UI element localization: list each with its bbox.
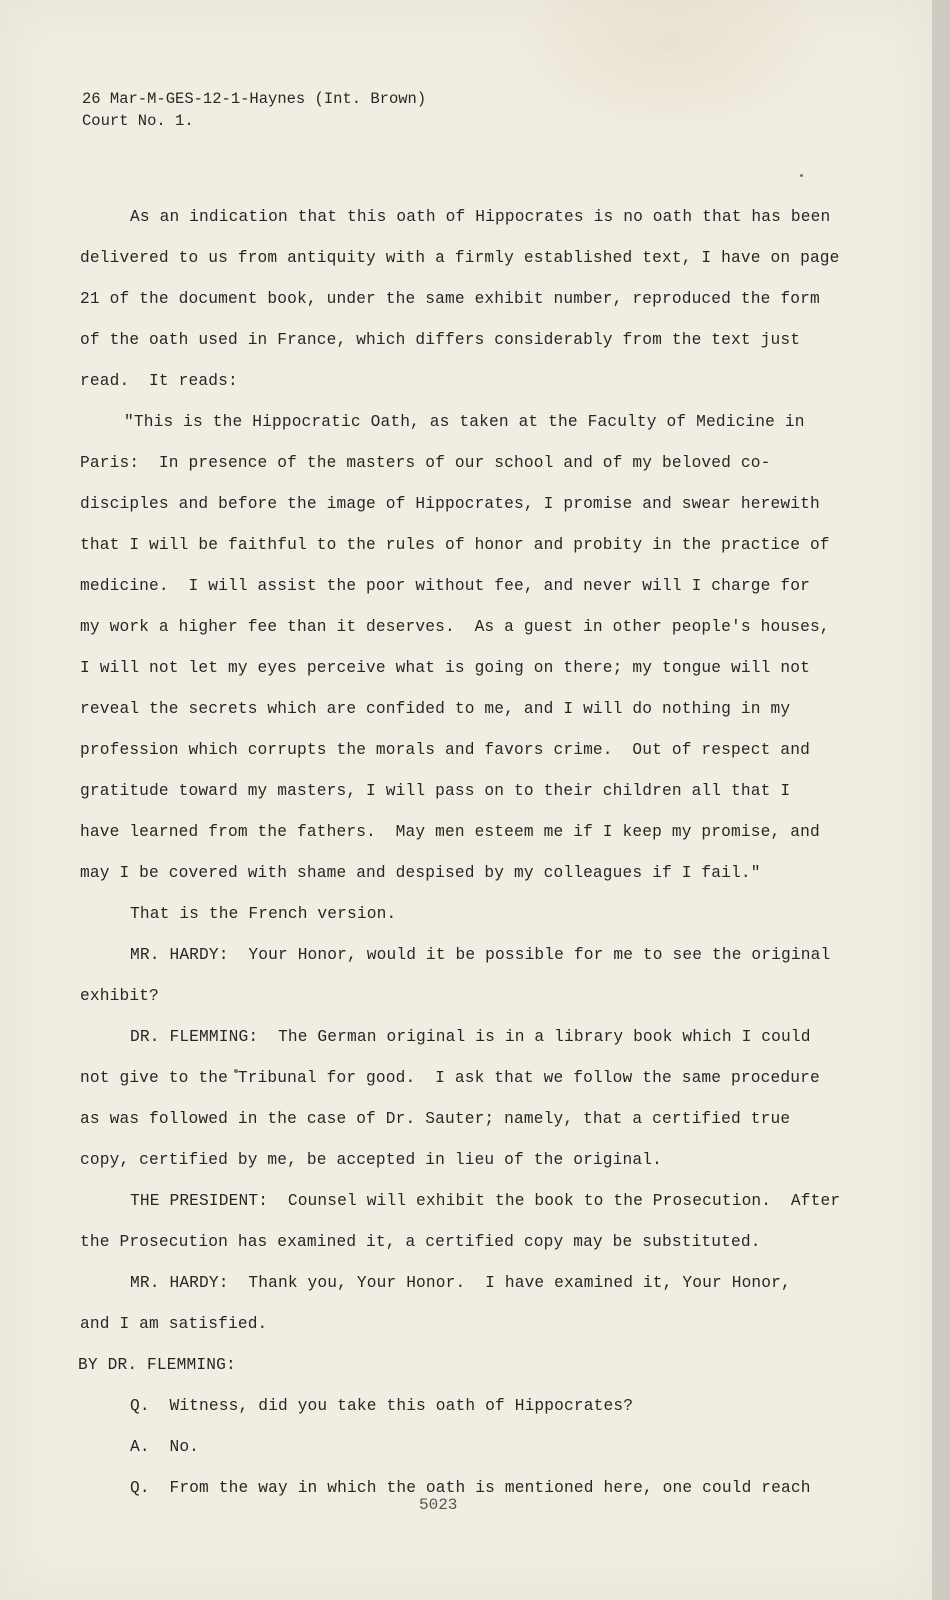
speaker-line: THE PRESIDENT: Counsel will exhibit the book to the Prosecution. After	[130, 1192, 841, 1210]
text-line: I will not let my eyes perceive what is going on there; my tongue will not	[80, 659, 810, 677]
text-line: copy, certified by me, be accepted in lieu of the original.	[80, 1151, 662, 1169]
text-line: exhibit?	[80, 987, 159, 1005]
text-line: not give to the Tribunal for good. I ask that we follow the same procedure	[80, 1069, 820, 1087]
document-header	[82, 88, 426, 132]
text-line: may I be covered with shame and despised by my colleagues if I fail."	[80, 864, 761, 882]
speaker-line: MR. HARDY: Thank you, Your Honor. I have examined it, Your Honor,	[130, 1274, 791, 1292]
text-line: "This is the Hippocratic Oath, as taken at the Faculty of Medicine in	[124, 413, 805, 431]
text-line: As an indication that this oath of Hippocrates is no oath that has been	[130, 208, 831, 226]
text-line: medicine. I will assist the poor without fee, and never will I charge for	[80, 577, 810, 595]
answer-line: A. No.	[130, 1438, 200, 1456]
text-line: delivered to us from antiquity with a firmly established text, I have on page	[80, 249, 840, 267]
page-edge	[932, 0, 950, 1600]
text-line: and I am satisfied.	[80, 1315, 268, 1333]
text-line: disciples and before the image of Hippocrates, I promise and swear herewith	[80, 495, 820, 513]
text-line: reveal the secrets which are confided to me, and I will do nothing in my	[80, 700, 791, 718]
text-line: Paris: In presence of the masters of our school and of my beloved co-	[80, 454, 771, 472]
text-line: that I will be faithful to the rules of honor and probity in the practice of	[80, 536, 830, 554]
speaker-line: DR. FLEMMING: The German original is in a library book which I could	[130, 1028, 811, 1046]
text-line: read. It reads:	[80, 372, 238, 390]
examination-heading: BY DR. FLEMMING:	[78, 1356, 236, 1374]
header-line-case: 26 Mar-M-GES-12-1-Haynes (Int. Brown)	[82, 90, 427, 108]
text-line: gratitude toward my masters, I will pass on to their children all that I	[80, 782, 791, 800]
page-number: 5023	[419, 1496, 458, 1514]
text-line: profession which corrupts the morals and favors crime. Out of respect and	[80, 741, 810, 759]
text-line: That is the French version.	[130, 905, 397, 923]
text-line: 21 of the document book, under the same exhibit number, reproduced the form	[80, 290, 820, 308]
question-line: Q. From the way in which the oath is mentioned here, one could reach	[130, 1479, 811, 1497]
paper-stain	[520, 0, 820, 130]
paper-speck	[800, 174, 803, 177]
question-line: Q. Witness, did you take this oath of Hippocrates?	[130, 1397, 634, 1415]
speaker-line: MR. HARDY: Your Honor, would it be possible for me to see the original	[130, 946, 831, 964]
text-line: my work a higher fee than it deserves. As a guest in other people's houses,	[80, 618, 830, 636]
text-line: the Prosecution has examined it, a certified copy may be substituted.	[80, 1233, 761, 1251]
header-line-court: Court No. 1.	[82, 112, 194, 130]
text-line: of the oath used in France, which differs considerably from the text just	[80, 331, 801, 349]
text-line: have learned from the fathers. May men esteem me if I keep my promise, and	[80, 823, 820, 841]
text-line: as was followed in the case of Dr. Sauter; namely, that a certified true	[80, 1110, 791, 1128]
